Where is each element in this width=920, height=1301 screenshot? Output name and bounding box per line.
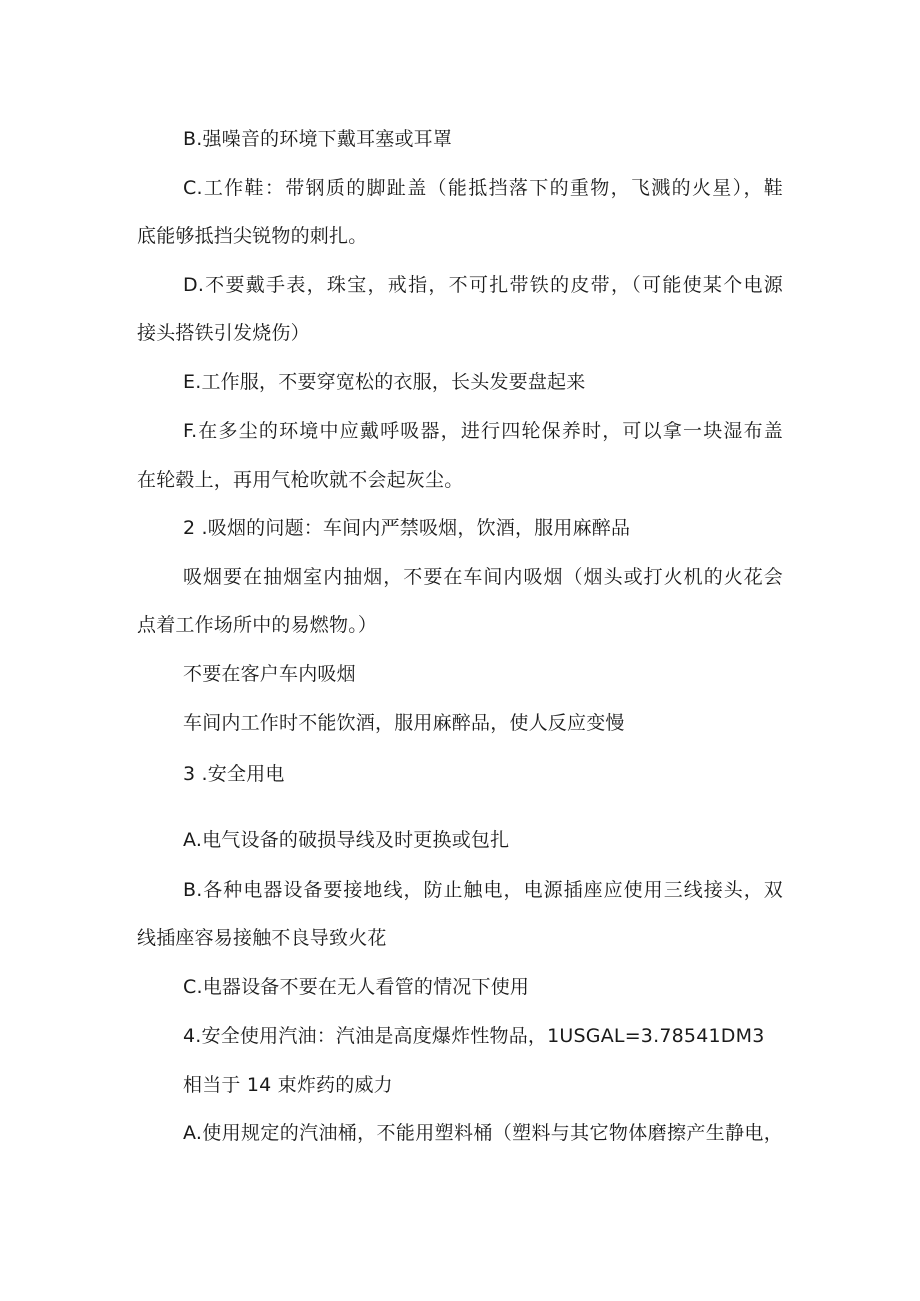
gasoline-item-a: A.使用规定的汽油桶，不能用塑料桶（塑料与其它物体磨擦产生静电，	[183, 1122, 783, 1144]
no-drinking-rule: 车间内工作时不能饮酒，服用麻醉品，使人反应变慢	[183, 712, 625, 734]
electric-item-b-line1: B.各种电器设备要接地线，防止触电，电源插座应使用三线接头，双	[183, 879, 783, 901]
item-c-work-shoes-line2: 底能够抵挡尖锐物的刺扎。	[137, 225, 368, 247]
section-2-heading: 2 .吸烟的问题：车间内严禁吸烟，饮酒，服用麻醉品	[183, 517, 631, 539]
item-c-work-shoes-line1: C.工作鞋：带钢质的脚趾盖（能抵挡落下的重物，飞溅的火星），鞋	[183, 177, 783, 199]
item-d-no-jewelry-line2: 接头搭铁引发烧伤）	[137, 322, 310, 344]
item-f-respirator-line2: 在轮毂上，再用气枪吹就不会起灰尘。	[137, 469, 464, 491]
item-f-respirator-line1: F.在多尘的环境中应戴呼吸器，进行四轮保养时，可以拿一块湿布盖	[183, 420, 783, 442]
item-e-work-clothes: E.工作服，不要穿宽松的衣服，长头发要盘起来	[183, 371, 586, 393]
electric-item-c: C.电器设备不要在无人看管的情况下使用	[183, 976, 530, 998]
item-d-no-jewelry-line1: D.不要戴手表，珠宝，戒指，不可扎带铁的皮带，（可能使某个电源	[183, 274, 783, 296]
electric-item-a: A.电气设备的破损导线及时更换或包扎	[183, 829, 510, 851]
smoking-rule-line2: 点着工作场所中的易燃物。）	[137, 614, 378, 636]
gasoline-power-note: 相当于 14 束炸药的威力	[183, 1074, 393, 1096]
no-smoking-in-customer-car: 不要在客户车内吸烟	[183, 663, 356, 685]
item-b-earplugs: B.强噪音的环境下戴耳塞或耳罩	[183, 128, 453, 150]
section-4-heading: 4.安全使用汽油：汽油是高度爆炸性物品，1USGAL=3.78541DM3	[183, 1025, 765, 1047]
electric-item-b-line2: 线插座容易接触不良导致火花	[137, 927, 387, 949]
smoking-rule-line1: 吸烟要在抽烟室内抽烟，不要在车间内吸烟（烟头或打火机的火花会	[183, 566, 783, 588]
section-3-heading: 3 .安全用电	[183, 763, 285, 785]
